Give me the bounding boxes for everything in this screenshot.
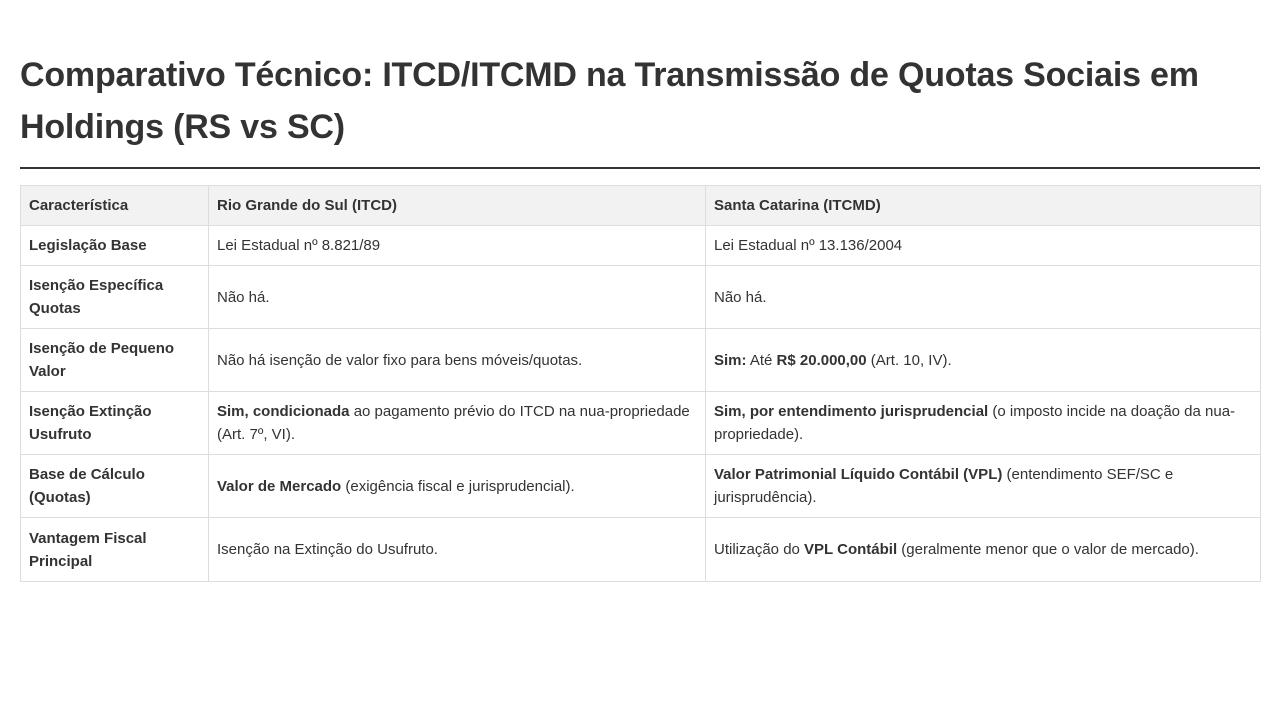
cell-rs	[209, 392, 706, 455]
cell-text: Lei Estadual nº 13.136/2004	[714, 237, 903, 254]
comparison-table	[20, 185, 1261, 582]
cell-text: (geralmente menor que o valor de mercado).	[897, 541, 1199, 558]
row-label: Legislação Base	[21, 226, 209, 266]
cell-text: Isenção na Extinção do Usufruto.	[217, 541, 438, 558]
cell-sc	[706, 392, 1261, 455]
cell-rs	[209, 329, 706, 392]
cell-bold-text: VPL Contábil	[804, 541, 898, 558]
table-row	[21, 266, 1261, 329]
page-title: Comparativo Técnico: ITCD/ITCMD na Transmissão de Quotas Sociais em Holdings (RS vs SC)	[20, 0, 1260, 169]
cell-text: ao pagamento prévio do ITCD na nua-propriedade (Art. 7º, VI).	[217, 403, 690, 443]
cell-bold-text: Sim, por entendimento jurisprudencial	[714, 403, 989, 420]
cell-sc	[706, 518, 1261, 582]
cell-text: (entendimento SEF/SC e jurisprudência).	[714, 466, 1174, 506]
row-label: Isenção de Pequeno Valor	[21, 329, 209, 392]
cell-bold-text: Valor de Mercado	[217, 477, 342, 495]
cell-text: Não há.	[714, 288, 767, 306]
cell-text: (Art. 10, IV).	[866, 351, 952, 369]
column-header-characteristic: Característica	[21, 186, 209, 226]
row-label: Isenção Extinção Usufruto	[21, 392, 209, 455]
cell-sc	[706, 329, 1261, 392]
cell-rs	[209, 266, 706, 329]
cell-sc	[706, 226, 1261, 266]
row-label: Base de Cálculo (Quotas)	[21, 455, 209, 518]
cell-text: Lei Estadual nº 8.821/89	[217, 237, 381, 254]
cell-sc	[706, 455, 1261, 518]
cell-text: Não há isenção de valor fixo para bens móveis/quotas.	[217, 351, 583, 369]
table-row	[21, 226, 1261, 266]
cell-bold-text: R$ 20.000,00	[776, 351, 867, 369]
row-label: Isenção Específica Quotas	[21, 266, 209, 329]
table-row	[21, 518, 1261, 582]
table-row	[21, 455, 1261, 518]
cell-rs	[209, 518, 706, 582]
cell-bold-text: Sim, condicionada	[217, 403, 350, 420]
table-row	[21, 392, 1261, 455]
cell-text: (o imposto incide na doação da nua-propriedade).	[714, 403, 1236, 443]
column-header-rs: Rio Grande do Sul (ITCD)	[209, 186, 706, 226]
cell-text: Até	[746, 351, 777, 369]
table-header-row	[21, 186, 1261, 226]
cell-text: Utilização do	[714, 541, 805, 558]
cell-rs	[209, 455, 706, 518]
column-header-sc: Santa Catarina (ITCMD)	[706, 186, 1261, 226]
cell-sc	[706, 266, 1261, 329]
table-row	[21, 329, 1261, 392]
cell-text: (exigência fiscal e jurisprudencial).	[341, 477, 575, 495]
row-label: Vantagem Fiscal Principal	[21, 518, 209, 582]
cell-bold-text: Valor Patrimonial Líquido Contábil (VPL)	[714, 466, 1003, 483]
cell-bold-text: Sim:	[714, 351, 747, 369]
cell-rs	[209, 226, 706, 266]
cell-text: Não há.	[217, 288, 270, 306]
